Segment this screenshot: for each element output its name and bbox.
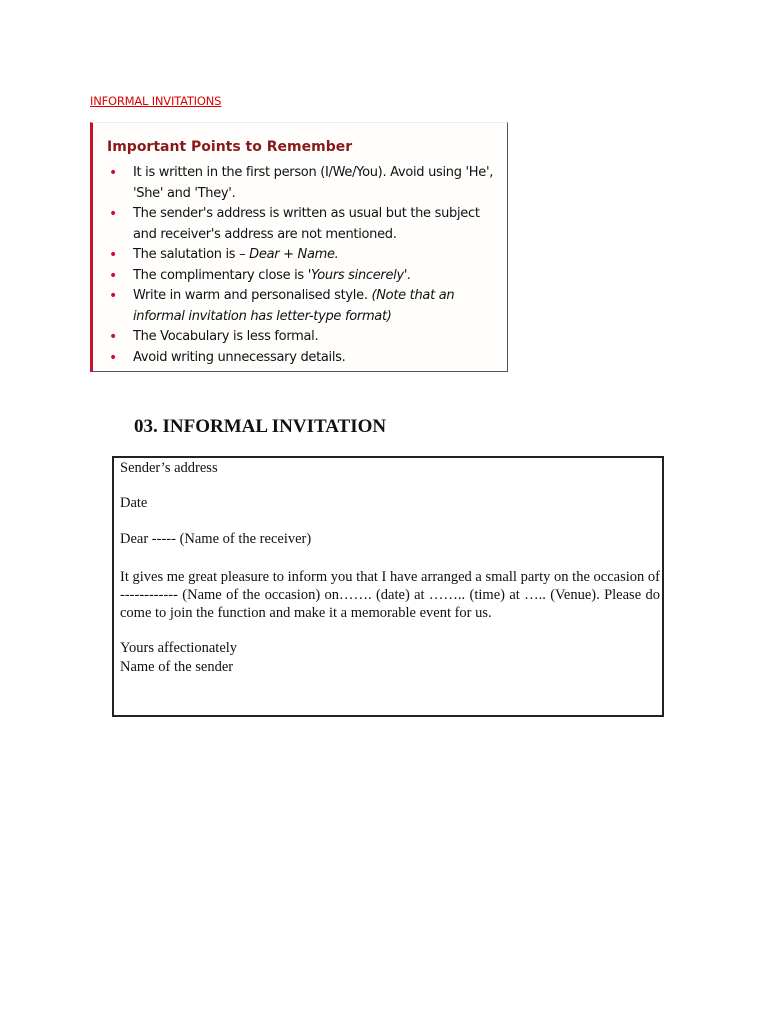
closing: Yours affectionately [120, 640, 238, 656]
important-points-box [90, 122, 508, 372]
point-text: The complimentary close is [133, 267, 308, 283]
invitation-template-box [112, 456, 664, 717]
list-item [105, 348, 505, 369]
bullet-icon: • [109, 349, 117, 366]
point-text: Avoid writing unnecessary details. [133, 349, 346, 365]
points-list [105, 163, 505, 368]
salutation: Dear ----- (Name of the receiver) [120, 531, 312, 547]
list-item [105, 163, 505, 204]
point-emphasis: Dear + Name. [249, 247, 339, 262]
point-emphasis: (Note that an informal invitation has letter-type format) [133, 288, 455, 324]
list-item [105, 266, 505, 287]
invitation-title: 03. INFORMAL INVITATION [134, 416, 387, 437]
list-item [105, 245, 505, 266]
invitation-body: It gives me great pleasure to inform you that I have arranged a small party on the occasion of ------------ (Name of the occasion) on……. (date) at …….. (time) at ….. (Venue). Please do come to join the function and make it a memorable event for us. [120, 569, 660, 621]
bullet-icon: • [109, 206, 117, 222]
list-item [105, 204, 505, 245]
list-item [105, 286, 505, 327]
sender-name: Name of the sender [120, 659, 234, 675]
page-heading-link[interactable]: INFORMAL INVITATIONS [90, 94, 222, 108]
bullet-icon: • [109, 267, 117, 284]
list-item [105, 327, 505, 348]
point-text: It is written in the first person (I/We/You). Avoid using 'He', 'She' and 'They'. [133, 165, 494, 201]
point-text: The sender's address is written as usual but the subject and receiver's address are not mentioned. [133, 206, 480, 242]
bullet-icon: • [109, 288, 117, 304]
points-title: Important Points to Remember [107, 139, 353, 155]
date-line: Date [120, 495, 148, 511]
point-text: The Vocabulary is less formal. [133, 329, 319, 344]
point-text: Write in warm and personalised style. [133, 288, 372, 303]
bullet-icon: • [109, 165, 117, 181]
bullet-icon: • [109, 329, 117, 345]
sender-address: Sender’s address [120, 460, 218, 476]
bullet-icon: • [109, 247, 117, 263]
point-emphasis: 'Yours sincerely'. [307, 267, 411, 283]
point-text: The salutation is – [133, 247, 250, 262]
